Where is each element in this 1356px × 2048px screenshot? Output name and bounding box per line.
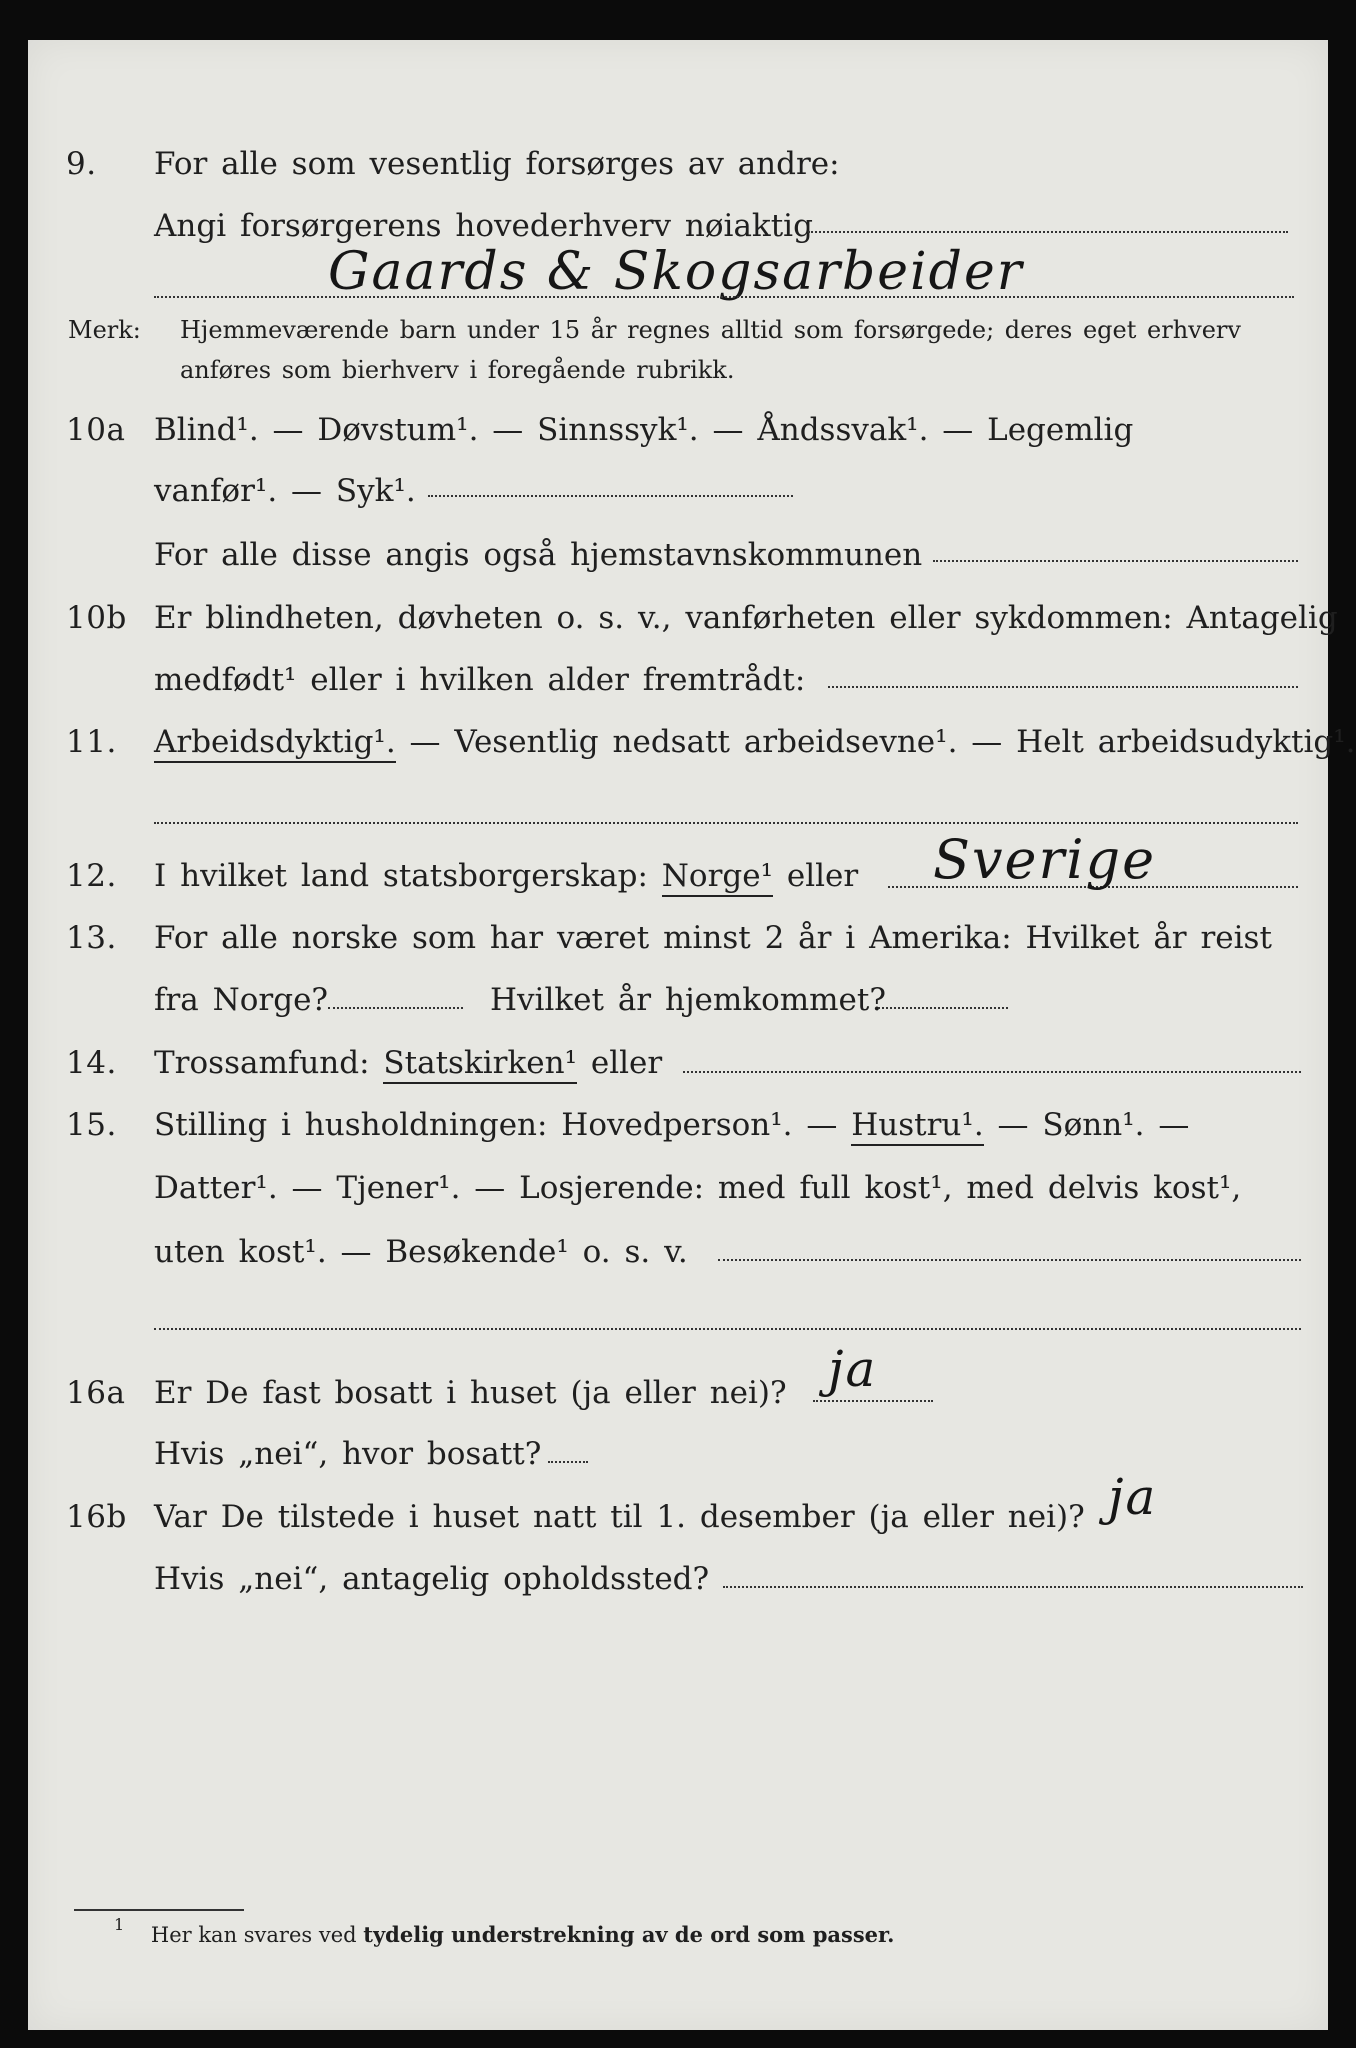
q10a-number: 10a	[66, 412, 126, 448]
merk-text-line1: Hjemmeværende barn under 15 år regnes alltid som forsørgede; deres eget erhverv	[180, 316, 1241, 344]
q15-options-a: Stilling i husholdningen: Hovedperson¹. —	[154, 1107, 852, 1143]
q11-underlined-option: Arbeidsdyktig¹.	[154, 724, 396, 763]
q10b-question-cont: medfødt¹ eller i hvilken alder fremtrådt:	[154, 662, 806, 698]
q14-line	[28, 1033, 1328, 1093]
q10b-question: Er blindheten, døvheten o. s. v., vanførheten eller sykdommen: Antagelig	[154, 600, 1338, 636]
q10a-hometown-question: For alle disse angis også hjemstavnskommunen	[154, 537, 923, 573]
q15-options	[154, 1095, 1189, 1155]
q16b-question: Var De tilstede i huset natt til 1. desember (ja eller nei)?	[154, 1499, 1085, 1535]
q15-line2	[28, 1158, 1328, 1218]
q13-returned: Hvilket år hjemkommet?	[490, 982, 886, 1018]
q10b-answer-line	[828, 686, 1298, 688]
q14-number: 14.	[66, 1045, 117, 1081]
q9-line1	[28, 134, 1328, 194]
q14-question	[154, 1033, 662, 1093]
q13-number: 13.	[66, 920, 117, 956]
census-form-page	[28, 40, 1356, 2030]
footnote	[114, 1915, 895, 1947]
q11-options	[154, 712, 1356, 772]
footnote-bold-text: tydelig understrekning av de ord som passer.	[363, 1922, 895, 1947]
merk-text-line2: anføres som bierhverv i foregående rubrikk.	[180, 356, 735, 384]
q12-question-text: I hvilket land statsborgerskap:	[154, 858, 662, 894]
q12-number: 12.	[66, 858, 117, 894]
q13-question: For alle norske som har været minst 2 år i Amerika: Hvilket år reist	[154, 920, 1272, 956]
q10a-line3	[28, 525, 1328, 585]
q16a-question: Er De fast bosatt i huset (ja eller nei)?	[154, 1375, 787, 1411]
q15-options-b: — Sønn¹. —	[983, 1107, 1190, 1143]
q12-underlined-option: Norge¹	[662, 858, 773, 897]
q10b-number: 10b	[66, 600, 127, 636]
q10a-line1	[28, 400, 1328, 460]
q13-year-returned-line	[878, 1007, 1008, 1009]
q13-line2	[28, 970, 1328, 1030]
q10a-line2	[28, 461, 1328, 521]
q13-year-left-line	[328, 1007, 463, 1009]
q11-other-options: — Vesentlig nedsatt arbeidsevne¹. — Helt arbeidsudyktig¹.	[395, 724, 1356, 760]
q11-answer-line	[154, 822, 1298, 824]
q16a-handwritten-answer: ja	[828, 1340, 878, 1398]
q10b-line2	[28, 650, 1328, 710]
footnote-text: Her kan svares ved	[150, 1923, 364, 1947]
q14-or: eller	[577, 1045, 663, 1081]
q12-question	[154, 846, 858, 906]
q15-answer-line	[718, 1259, 1301, 1261]
q16b-line2	[28, 1549, 1328, 1609]
q11-line	[28, 712, 1356, 772]
q9-instruction: Angi forsørgerens hovederhverv nøiaktig	[154, 208, 813, 244]
q14-question-text: Trossamfund:	[154, 1045, 384, 1081]
q15-extra-line	[154, 1328, 1301, 1330]
q16a-line1	[28, 1363, 1328, 1423]
q16a-answer-line	[813, 1400, 933, 1402]
q14-answer-line	[683, 1071, 1301, 1073]
q13-left-from-norway: fra Norge?	[154, 982, 329, 1018]
q15-underlined-option: Hustru¹.	[851, 1107, 983, 1146]
q15-options-end: uten kost¹. — Besøkende¹ o. s. v.	[154, 1234, 688, 1270]
q13-line1	[28, 908, 1328, 968]
q10a-options: Blind¹. — Døvstum¹. — Sinnssyk¹. — Åndssvak¹. — Legemlig	[154, 412, 1134, 448]
q12-handwritten-answer: Sverige	[933, 828, 1157, 891]
q11-number: 11.	[66, 724, 117, 760]
q15-line1	[28, 1095, 1328, 1155]
q16b-handwritten-answer: ja	[1108, 1468, 1158, 1526]
merk-label: Merk:	[68, 316, 141, 344]
q9-handwritten-answer: Gaards & Skogsarbeider	[328, 242, 1024, 302]
q9-number: 9.	[66, 146, 97, 182]
q16b-where-question: Hvis „nei“, antagelig opholdssted?	[154, 1561, 710, 1597]
q16a-where-question: Hvis „nei“, hvor bosatt?	[154, 1436, 542, 1472]
q16b-where-line	[723, 1586, 1303, 1588]
q10b-line1	[28, 588, 1338, 648]
q9-question: For alle som vesentlig forsørges av andre:	[154, 146, 840, 182]
footnote-mark: 1	[114, 1915, 125, 1934]
q16b-number: 16b	[66, 1499, 127, 1535]
q16a-number: 16a	[66, 1375, 126, 1411]
footnote-rule	[74, 1909, 244, 1911]
q15-number: 15.	[66, 1107, 117, 1143]
q12-or: eller	[773, 858, 859, 894]
q9-answer-line1	[808, 231, 1288, 233]
q10a-options-cont: vanfør¹. — Syk¹.	[154, 473, 416, 509]
q10a-hometown-line	[933, 560, 1298, 562]
q9-answer-line2	[154, 296, 1294, 298]
q16a-where-line	[548, 1461, 588, 1463]
q10a-answer-line	[428, 495, 793, 497]
q15-line3	[28, 1222, 1328, 1282]
q15-options-cont: Datter¹. — Tjener¹. — Losjerende: med full kost¹, med delvis kost¹,	[154, 1170, 1242, 1206]
q14-underlined-option: Statskirken¹	[383, 1045, 577, 1084]
